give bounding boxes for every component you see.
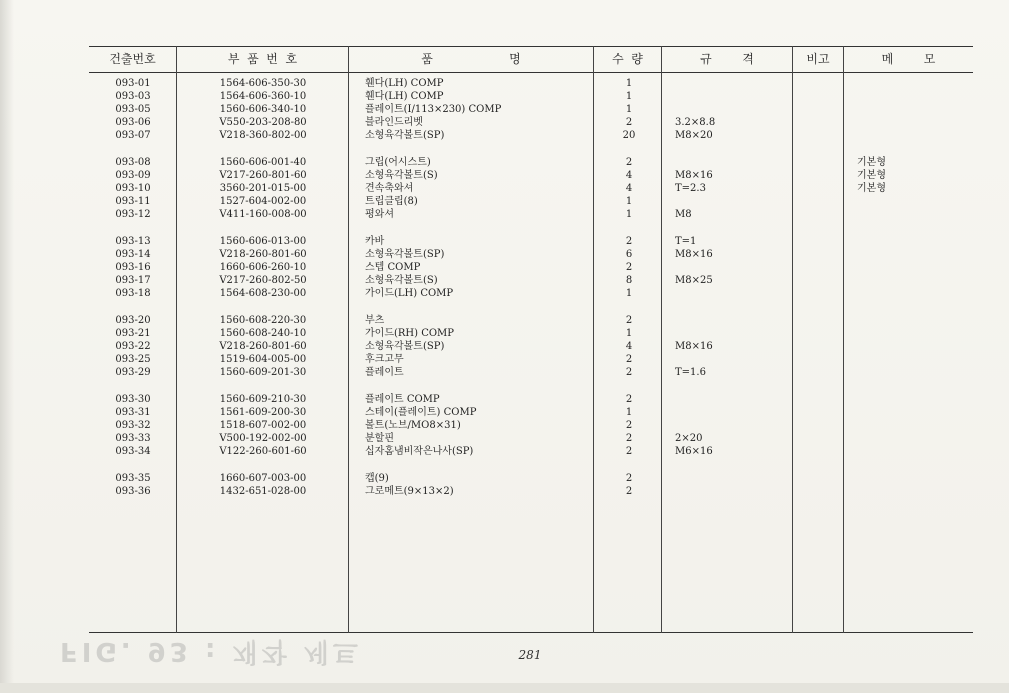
row-memo (857, 77, 937, 90)
row-number: 093-36 (115, 486, 151, 497)
row-memo (857, 327, 937, 340)
row-spec (675, 485, 785, 498)
row-part-number: 1527-604-002-00 (219, 196, 307, 207)
row-number: 093-13 (115, 236, 151, 247)
row-part-name: 가이드(LH) COMP (365, 288, 454, 299)
row-number: 093-21 (115, 328, 151, 339)
row-number: 093-09 (115, 170, 151, 181)
row-part-name: 트립클립(8) (365, 196, 418, 207)
row-spec (675, 314, 785, 327)
row-number: 093-07 (115, 130, 151, 141)
row-part-name: 플레이트 (365, 367, 404, 378)
row-spec (675, 156, 785, 169)
row-spec: 2×20 (675, 433, 703, 444)
row-memo: 기본형 (857, 170, 886, 181)
row-part-number: 3560-201-015-00 (219, 183, 307, 194)
row-spec (675, 472, 785, 485)
row-part-number: V218-260-801-60 (219, 341, 307, 352)
row-memo (857, 366, 937, 379)
row-quantity: 2 (625, 157, 633, 168)
row-memo (857, 129, 937, 142)
row-spec (675, 287, 785, 300)
row-quantity: 2 (625, 420, 633, 431)
row-number: 093-25 (115, 354, 151, 365)
row-part-name: 블라인드리벳 (365, 117, 423, 128)
row-memo: 기본형 (857, 183, 886, 194)
row-part-number: V122-260-601-60 (219, 446, 307, 457)
row-quantity: 2 (625, 473, 633, 484)
row-quantity: 1 (625, 407, 633, 418)
row-part-number: 1560-609-201-30 (219, 367, 307, 378)
row-quantity: 2 (625, 315, 633, 326)
row-memo: 기본형 (857, 157, 886, 168)
row-memo (857, 195, 937, 208)
row-quantity: 1 (625, 209, 633, 220)
row-spec (675, 195, 785, 208)
row-quantity: 1 (625, 91, 633, 102)
row-part-number: V218-360-802-00 (219, 130, 307, 141)
row-spec: T=2.3 (675, 183, 706, 194)
col-divider (792, 46, 793, 633)
row-memo (857, 432, 937, 445)
row-part-name: 그로메트(9×13×2) (365, 486, 454, 497)
page-number: 281 (518, 648, 542, 662)
row-number: 093-08 (115, 157, 151, 168)
row-memo (857, 419, 937, 432)
row-quantity: 1 (625, 288, 633, 299)
scan-bottom-band (0, 683, 1009, 693)
header-spec: 규 격 (700, 52, 754, 66)
row-memo (857, 116, 937, 129)
row-part-name: 플레이트(I/113×230) COMP (365, 104, 502, 115)
row-spec (675, 77, 785, 90)
row-part-number: V411-160-008-00 (219, 209, 307, 220)
row-quantity: 2 (625, 394, 633, 405)
row-number: 093-03 (115, 91, 151, 102)
row-part-name: 십자홈냄비작은나사(SP) (365, 446, 474, 457)
header-bottom-rule (89, 72, 973, 73)
row-spec (675, 406, 785, 419)
row-spec (675, 393, 785, 406)
row-memo (857, 353, 937, 366)
row-part-name: 부츠 (365, 315, 385, 326)
row-quantity: 2 (625, 117, 633, 128)
row-part-number: 1660-607-003-00 (219, 473, 307, 484)
row-quantity: 2 (625, 354, 633, 365)
row-part-name: 소형육각볼트(SP) (365, 341, 445, 352)
row-spec (675, 353, 785, 366)
row-part-number: V218-260-801-60 (219, 249, 307, 260)
row-number: 093-01 (115, 78, 151, 89)
row-spec: T=1 (675, 236, 697, 247)
row-spec (675, 327, 785, 340)
row-memo (857, 485, 937, 498)
row-number: 093-29 (115, 367, 151, 378)
parts-table (89, 46, 973, 633)
header-memo: 메 모 (881, 52, 936, 66)
row-part-name: 평와셔 (365, 209, 394, 220)
row-memo (857, 406, 937, 419)
row-part-number: V550-203-208-80 (219, 117, 307, 128)
row-quantity: 2 (625, 367, 633, 378)
header-no: 건출번호 (109, 52, 156, 66)
row-quantity: 6 (625, 249, 633, 260)
row-number: 093-11 (115, 196, 151, 207)
row-part-number: V217-260-802-50 (219, 275, 307, 286)
row-memo (857, 274, 937, 287)
row-part-number: 1560-608-240-10 (219, 328, 307, 339)
row-spec: M8×16 (675, 249, 713, 260)
row-quantity: 2 (625, 486, 633, 497)
row-quantity: 1 (625, 104, 633, 115)
row-number: 093-34 (115, 446, 151, 457)
row-spec: T=1.6 (675, 367, 706, 378)
header-remark: 비고 (806, 52, 830, 66)
row-spec: M8 (675, 209, 692, 220)
row-spec (675, 261, 785, 274)
row-part-number: 1519-604-005-00 (219, 354, 307, 365)
row-number: 093-18 (115, 288, 151, 299)
row-part-number: 1564-606-350-30 (219, 78, 307, 89)
row-quantity: 2 (625, 236, 633, 247)
row-spec (675, 419, 785, 432)
row-part-number: 1564-606-360-10 (219, 91, 307, 102)
row-number: 093-35 (115, 473, 151, 484)
row-memo (857, 261, 937, 274)
row-spec: M8×25 (675, 275, 713, 286)
row-part-name: 스텝 COMP (365, 262, 421, 273)
row-part-number: 1560-606-001-40 (219, 157, 307, 168)
row-number: 093-33 (115, 433, 151, 444)
row-part-name: 캡(9) (365, 473, 389, 484)
row-quantity: 8 (625, 275, 633, 286)
row-memo (857, 340, 937, 353)
header-quantity: 수 량 (612, 52, 643, 66)
row-spec (675, 103, 785, 116)
row-part-name: 소형육각볼트(SP) (365, 249, 445, 260)
row-part-number: 1660-606-260-10 (219, 262, 307, 273)
scan-edge-shadow (0, 0, 14, 693)
row-part-name: 스테이(플레이트) COMP (365, 407, 477, 418)
row-part-number: 1560-609-210-30 (219, 394, 307, 405)
row-spec (675, 90, 785, 103)
row-number: 093-30 (115, 394, 151, 405)
row-part-name: 가이드(RH) COMP (365, 328, 455, 339)
row-number: 093-14 (115, 249, 151, 260)
row-quantity: 20 (622, 130, 636, 141)
row-part-name: 후크고무 (365, 354, 404, 365)
row-quantity: 1 (625, 328, 633, 339)
row-part-number: V500-192-002-00 (219, 433, 307, 444)
header-part-number: 부 품 번 호 (227, 52, 298, 66)
row-quantity: 4 (625, 183, 633, 194)
row-number: 093-31 (115, 407, 151, 418)
row-number: 093-20 (115, 315, 151, 326)
row-number: 093-05 (115, 104, 151, 115)
row-memo (857, 208, 937, 221)
row-part-number: 1518-607-002-00 (219, 420, 307, 431)
row-number: 093-12 (115, 209, 151, 220)
row-quantity: 2 (625, 433, 633, 444)
row-memo (857, 235, 937, 248)
row-part-number: 1560-606-340-10 (219, 104, 307, 115)
row-part-number: 1561-609-200-30 (219, 407, 307, 418)
row-part-number: 1560-606-013-00 (219, 236, 307, 247)
row-quantity: 1 (625, 196, 633, 207)
row-part-number: 1564-608-230-00 (219, 288, 307, 299)
row-part-name: 휀다(LH) COMP (365, 78, 444, 89)
row-memo (857, 314, 937, 327)
row-memo (857, 445, 937, 458)
row-part-name: 그립(어시스트) (365, 157, 431, 168)
header-part-name: 품 명 (421, 52, 521, 66)
row-part-name: 견속축와셔 (365, 183, 414, 194)
row-number: 093-22 (115, 341, 151, 352)
row-quantity: 2 (625, 262, 633, 273)
row-spec: M8×16 (675, 341, 713, 352)
row-part-number: 1432-651-028-00 (219, 486, 307, 497)
row-memo (857, 90, 937, 103)
row-quantity: 2 (625, 446, 633, 457)
row-part-name: 소형육각볼트(S) (365, 170, 438, 181)
row-quantity: 1 (625, 78, 633, 89)
row-number: 093-32 (115, 420, 151, 431)
row-number: 093-16 (115, 262, 151, 273)
row-number: 093-10 (115, 183, 151, 194)
row-part-name: 소형육각볼트(SP) (365, 130, 445, 141)
row-memo (857, 472, 937, 485)
table-bottom-rule (89, 632, 973, 633)
row-part-name: 분할핀 (365, 433, 394, 444)
row-memo (857, 393, 937, 406)
row-part-name: 휀다(LH) COMP (365, 91, 444, 102)
row-spec: 3.2×8.8 (675, 117, 716, 128)
row-number: 093-06 (115, 117, 151, 128)
row-spec: M6×16 (675, 446, 713, 457)
col-divider (843, 46, 844, 633)
row-spec: M8×20 (675, 130, 713, 141)
row-part-name: 플레이트 COMP (365, 394, 440, 405)
row-memo (857, 103, 937, 116)
row-memo (857, 248, 937, 261)
row-part-number: 1560-608-220-30 (219, 315, 307, 326)
bleed-through-watermark: FIG. 93 : 재작 세트 (60, 636, 362, 666)
row-number: 093-17 (115, 275, 151, 286)
row-part-name: 소형육각볼트(S) (365, 275, 438, 286)
row-spec: M8×16 (675, 170, 713, 181)
row-quantity: 4 (625, 170, 633, 181)
row-part-name: 볼트(노브/MO8×31) (365, 420, 461, 431)
row-memo (857, 287, 937, 300)
row-part-name: 카바 (365, 236, 385, 247)
row-quantity: 4 (625, 341, 633, 352)
row-part-number: V217-260-801-60 (219, 170, 307, 181)
